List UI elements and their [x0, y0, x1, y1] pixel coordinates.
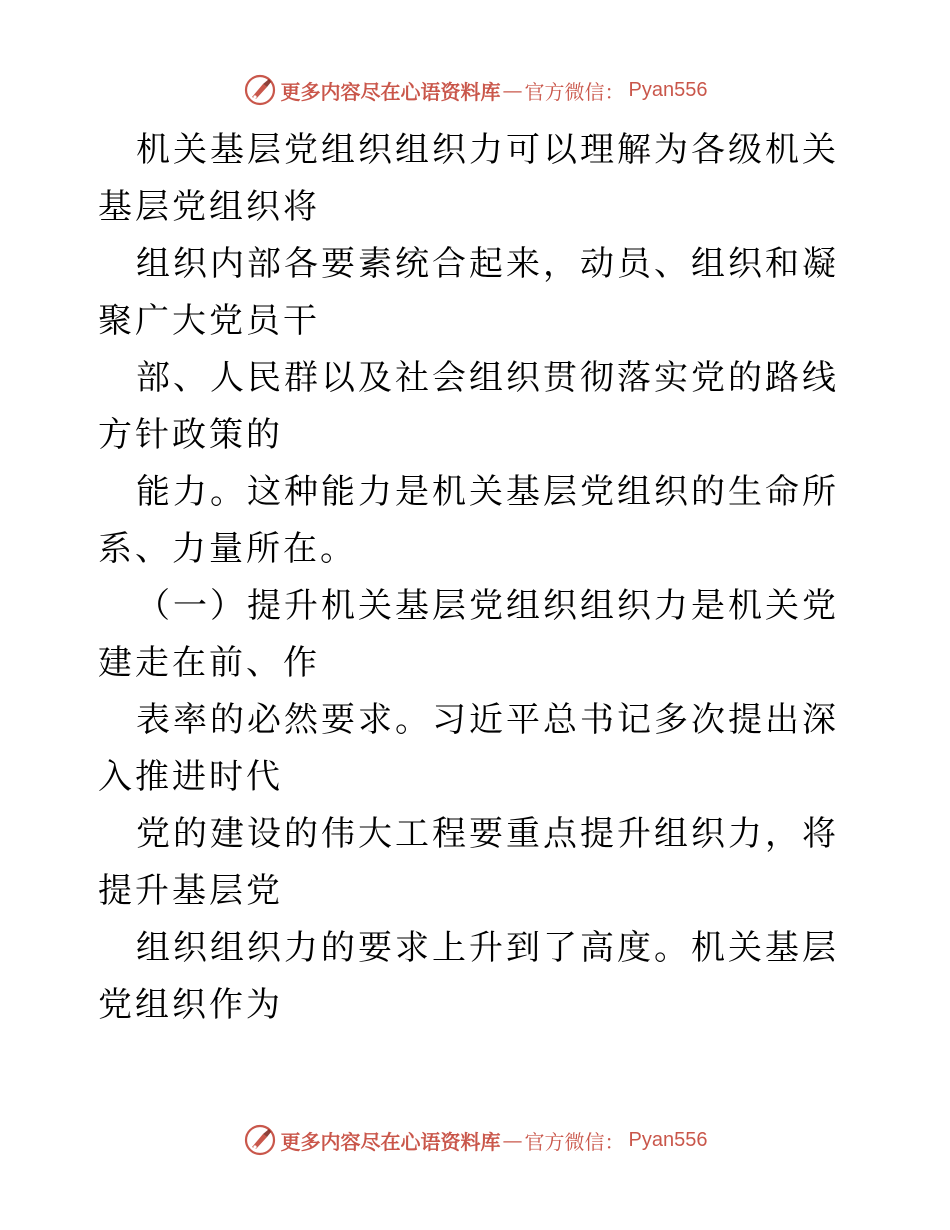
watermark-handle: Pyan556: [628, 78, 708, 101]
paragraph: 部、人民群以及社会组织贯彻落实党的路线方针政策的: [98, 358, 839, 455]
watermark-separator: —: [502, 78, 523, 102]
watermark-handle: Pyan556: [628, 1128, 708, 1151]
pen-nib-seal-icon: [243, 1123, 277, 1157]
watermark-label: 官方微信：: [524, 1129, 625, 1154]
pen-nib-seal-icon: [243, 73, 277, 107]
paragraph: 机关基层党组织组织力可以理解为各级机关基层党组织将: [98, 130, 839, 227]
paragraph: （一）提升机关基层党组织组织力是机关党建走在前、作: [98, 586, 839, 683]
paragraph: 党的建设的伟大工程要重点提升组织力，将提升基层党: [98, 814, 839, 911]
paragraph: 表率的必然要求。习近平总书记多次提出深入推进时代: [98, 700, 839, 797]
paragraph: 能力。这种能力是机关基层党组织的生命所系、力量所在。: [98, 472, 839, 569]
paragraph: 组织组织力的要求上升到了高度。机关基层党组织作为: [98, 928, 839, 1025]
paragraph: 组织内部各要素统合起来，动员、组织和凝聚广大党员干: [98, 244, 839, 341]
watermark-brand-text: 更多内容尽在心语资料库: [280, 1129, 501, 1154]
watermark-separator: —: [502, 1128, 523, 1152]
footer-watermark: [0, 1120, 950, 1160]
document-body: [98, 122, 858, 1034]
watermark-label: 官方微信：: [524, 79, 625, 104]
header-watermark: [0, 70, 950, 110]
watermark-brand-text: 更多内容尽在心语资料库: [280, 79, 501, 104]
